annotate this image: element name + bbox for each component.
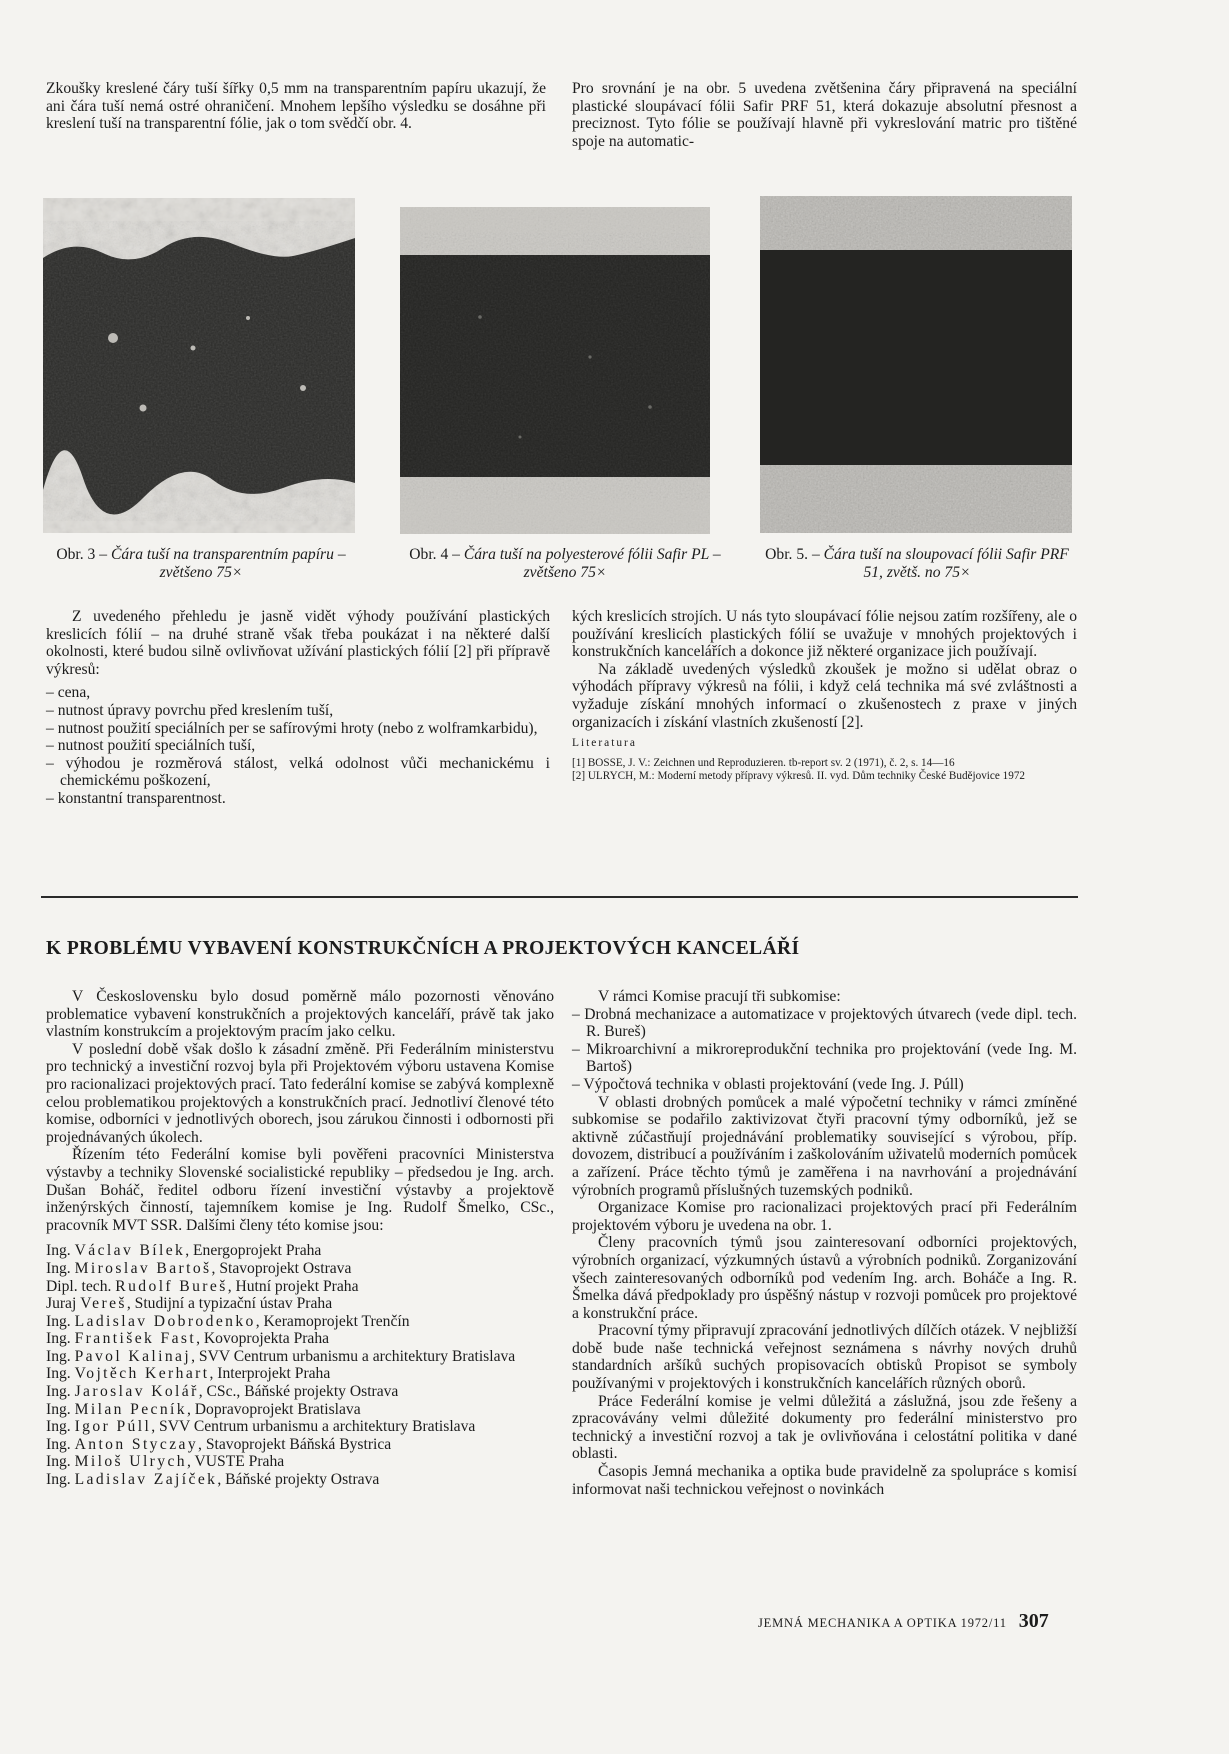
member-organization: , Stavoprojekt Ostrava (211, 1259, 352, 1277)
list-item: – Drobná mechanizace a automatizace v projektových útvarech (vede dipl. tech. R. Bureš) (572, 1005, 1077, 1041)
member-organization: , Báňské projekty Ostrava (217, 1471, 380, 1489)
member-title: Ing. (46, 1365, 75, 1383)
member-item (46, 1295, 554, 1313)
member-name: Miroslav Bartoš (74, 1259, 212, 1277)
micrograph-strippable-foil-line (760, 196, 1072, 533)
paragraph: V poslední době však došlo k zásadní změně. Při Federálním ministerstvu pro technický a investiční rozvoj byla při Projektovém výboru ustavena Komise pro racionalizaci projektových prací. Tato federální komise se zabývá komplexně celou problematikou projektových a konstrukčních prací. Jednotliví členové této komise, odborníci v jednotlivých oborech, jsou zárukou činnosti i odbornosti při projednávaných úkolech. (46, 1040, 554, 1146)
page-footer (758, 1610, 1049, 1633)
member-name: Miloš Ulrych (74, 1453, 187, 1471)
member-name: Václav Bílek (74, 1242, 186, 1260)
section-divider (41, 896, 1078, 898)
references-list (572, 757, 1077, 784)
reference-item: [1] BOSSE, J. V.: Zeichnen und Reproduzieren. tb-report sv. 2 (1971), č. 2, s. 14—16 (572, 756, 955, 769)
paragraph: Pracovní týmy připravují zpracování jednotlivých dílčích otázek. V nejbližší době bude naše technická veřejnost seznámena s návrhy nových druhů standardních aršíků suchých propisovacích obtisků Propisot se symboly používanými v projektových i konstrukčních kancelářích různých oborů. (572, 1322, 1077, 1393)
commission-members-list (46, 1242, 554, 1488)
figure-4-caption (400, 546, 730, 582)
member-organization: , VUSTE Praha (187, 1453, 285, 1471)
figure-3-photo (43, 198, 355, 533)
figure-label: Obr. 4 (409, 546, 449, 563)
list-item: – Výpočtová technika v oblasti projektování (vede Ing. J. Púll) (572, 1075, 964, 1093)
member-organization: , CSc., Báňské projekty Ostrava (198, 1383, 399, 1401)
member-organization: , Energoprojekt Praha (185, 1242, 322, 1260)
member-title: Ing. (46, 1383, 75, 1401)
figure-caption-text: – Čára tuší na transparentním papíru – zvětšeno 75× (99, 546, 346, 581)
member-item (46, 1436, 554, 1454)
member-organization: , Studijní a typizační ústav Praha (126, 1295, 333, 1313)
paragraph: Pro srovnání je na obr. 5 uvedena zvětšenina čáry připravená na speciální plastické sloupávací fólii Safir PRF 51, která dokazuje absolutní přesnost a preciznost. Tyto fólie se používají hlavně při vykreslování matric pro tištěné spoje na automatic- (572, 80, 1077, 150)
member-organization: , Interprojekt Praha (209, 1365, 331, 1383)
figure-4-photo (400, 207, 710, 534)
member-title: Ing. (46, 1435, 75, 1453)
paragraph: Práce Federální komise je velmi důležitá a záslužná, jsou zde řešeny a zpracovávány velmi důležité dokumenty pro federální ministerstvo pro technický a investiční rozvoj a tak je ovlivňována i celostátní politika v dané oblasti. (572, 1392, 1077, 1463)
member-title: Ing. (46, 1453, 75, 1471)
mid-right-column (572, 608, 1077, 784)
member-name: František Fast (74, 1330, 197, 1348)
figure-5-photo (760, 196, 1072, 533)
member-title: Ing. (46, 1312, 75, 1330)
member-title: Ing. (46, 1347, 75, 1365)
list-item: – nutnost použití speciálních per se safírovými hroty (nebo z wolframkarbidu), (46, 719, 538, 737)
paragraph: Na základě uvedených výsledků zkoušek je možno si udělat obraz o výhodách přípravy výkresů na fólii, i když celá technika má své zvláštnosti a vyžaduje získání mnohých informací o zkušenostech z praxe v jiných organizacích i získání vlastních zkušeností [2]. (572, 660, 1077, 731)
figure-caption-text: – Čára tuší na polyesterové fólii Safir PL – zvětšeno 75× (452, 546, 721, 581)
top-left-paragraph (46, 80, 546, 133)
list-item: – cena, (46, 684, 91, 702)
page-number: 307 (1018, 1610, 1049, 1632)
member-item (46, 1471, 554, 1489)
article-title: K PROBLÉMU VYBAVENÍ KONSTRUKČNÍCH A PROJEKTOVÝCH KANCELÁŘÍ (46, 938, 800, 959)
member-item (46, 1278, 554, 1296)
list-item: – nutnost použití speciálních tuší, (46, 737, 256, 755)
member-name: Ladislav Dobrodenko (74, 1312, 256, 1330)
reference-item: [2] ULRYCH, M.: Moderní metody přípravy výkresů. II. vyd. Dům techniky České Budějovice 1972 (572, 770, 1026, 783)
member-name: Jaroslav Kolář (74, 1383, 199, 1401)
paragraph: Časopis Jemná mechanika a optika bude pravidelně za spolupráce s komisí informovat naši technickou veřejnost o novinkách (572, 1463, 1077, 1498)
journal-name: JEMNÁ MECHANIKA A OPTIKA 1972/11 (758, 1616, 1007, 1630)
member-item (46, 1453, 554, 1471)
paragraph: V rámci Komise pracují tři subkomise: (598, 988, 841, 1005)
figure-caption-text: – Čára tuší na sloupovací fólii Safir PRF 51, zvětš. no 75× (811, 546, 1069, 581)
member-name: Pavol Kalinaj (74, 1347, 192, 1365)
member-title: Ing. (46, 1471, 75, 1489)
member-title: Ing. (46, 1259, 75, 1277)
figure-label: Obr. 3 (56, 546, 96, 563)
member-name: Rudolf Bureš (115, 1277, 228, 1295)
paragraph: Řízením této Federální komise byli pověřeni pracovníci Ministerstva výstavby a techniky Slovenské socialistické republiky – předsedou je Ing. arch. Dušan Boháč, ředitel odboru řízení investiční výstavby a projektově inženýrských činností, tajemníkem komise je Ing. Rudolf Šmelko, CSc., pracovník MVT SSR. Dalšími členy této komise jsou: (46, 1146, 554, 1234)
member-organization: , Hutní projekt Praha (227, 1277, 359, 1295)
member-item (46, 1313, 554, 1331)
member-name: Ladislav Zajíček (74, 1471, 218, 1489)
paragraph: Členy pracovních týmů jsou zainteresovaní odborníci projektových, výrobních organizací, výzkumných ústavů a výrobních podniků. Zorganizování všech zainteresovaných odborníků pod vedením Ing. arch. Boháče a Ing. R. Šmelka dává předpoklady pro úspěšný nástup v rozvoji pomůcek pro projektové a konstrukční práce. (572, 1234, 1077, 1322)
paragraph: V Československu bylo dosud poměrně málo pozornosti věnováno problematice vybavení konstrukčních a projektových kanceláří, právě tak jako vlastním konstrukcím a projektovým pracím jako celku. (46, 988, 554, 1041)
article-right-column (572, 988, 1077, 1498)
paragraph: Organizace Komise pro racionalizaci projektových prací při Federálním projektovém výboru je uvedena na obr. 1. (572, 1199, 1077, 1234)
list-item: – konstantní transparentnost. (46, 789, 226, 807)
member-name: Vojtěch Kerhart (74, 1365, 210, 1383)
figure-3-caption (46, 546, 356, 582)
member-item (46, 1348, 554, 1366)
references-heading: Literatura (572, 737, 637, 750)
paragraph: Zkoušky kreslené čáry tuší šířky 0,5 mm na transparentním papíru ukazují, že ani čára tuší nemá ostré ohraničení. Mnohem lepšího výsledku se dosáhne při kreslení tuší na transparentní fólie, jak o tom svědčí obr. 4. (46, 80, 546, 133)
micrograph-paper-line (43, 198, 355, 533)
member-item (46, 1418, 554, 1436)
top-right-paragraph (572, 80, 1077, 150)
member-name: Anton Styczay (74, 1435, 199, 1453)
member-title: Ing. (46, 1400, 75, 1418)
article-left-column (46, 988, 554, 1489)
micrograph-polyester-line (400, 207, 710, 534)
member-organization: , Keramoprojekt Trenčín (255, 1312, 410, 1330)
member-name: Igor Púll (74, 1418, 152, 1436)
member-title: Ing. (46, 1330, 75, 1348)
member-item (46, 1260, 554, 1278)
member-organization: , Stavoprojekt Báňská Bystrica (198, 1435, 392, 1453)
member-organization: , SVV Centrum urbanismu a architektury Bratislava (151, 1418, 476, 1436)
list-item: – Mikroarchivní a mikroreprodukční technika pro projektování (vede Ing. M. Bartoš) (572, 1040, 1077, 1076)
member-organization: , Dopravoprojekt Bratislava (186, 1400, 361, 1418)
member-name: Milan Pecník (74, 1400, 187, 1418)
list-item: – nutnost úpravy povrchu před kreslením tuší, (46, 701, 334, 719)
list-item: – výhodou je rozměrová stálost, velká odolnost vůči mechanickému i chemickému poškození, (46, 754, 550, 790)
member-name: Vereš (80, 1295, 127, 1313)
member-title: Ing. (46, 1418, 75, 1436)
member-item (46, 1242, 554, 1260)
member-organization: , Kovoprojekta Praha (196, 1330, 330, 1348)
paragraph: kých kreslicích strojích. U nás tyto sloupávací fólie nejsou zatím rozšířeny, ale o používání kreslicích plastických fólií se uvažuje v mnohých projektových i konstrukčních kancelářích a dokonce již některé organizace jich používají. (572, 608, 1077, 661)
paragraph: Z uvedeného přehledu je jasně vidět výhody používání plastických kreslicích fólií – na druhé straně však třeba poukázat i na některé další okolnosti, které budou silně ovlivňovat užívání plastických fólií [2] při přípravě výkresů: (46, 608, 550, 678)
member-title: Ing. (46, 1242, 75, 1260)
member-item (46, 1365, 554, 1383)
member-title: Dipl. tech. (46, 1277, 116, 1295)
member-item (46, 1330, 554, 1348)
member-title: Juraj (46, 1295, 81, 1313)
figure-5-caption (756, 546, 1078, 582)
member-organization: , SVV Centrum urbanismu a architektury Bratislava (191, 1347, 516, 1365)
paragraph: V oblasti drobných pomůcek a malé výpočetní techniky v rámci zmíněné subkomise se podařilo zaktivizovat čtyři pracovní týmy odborníků, jež se aktivně zúčastňují projednávání problematiky související s výrobou, příp. dovozem, distribucí a používáním i zaškolováním uživatelů moderních pomůcek a zařízení. Práce těchto týmů je zaměřena i na navrhování a projednávání výrobních programů příslušných tuzemských podniků. (572, 1093, 1077, 1199)
mid-left-column (46, 608, 550, 808)
figure-label: Obr. 5. (765, 546, 809, 563)
member-item (46, 1401, 554, 1419)
member-item (46, 1383, 554, 1401)
